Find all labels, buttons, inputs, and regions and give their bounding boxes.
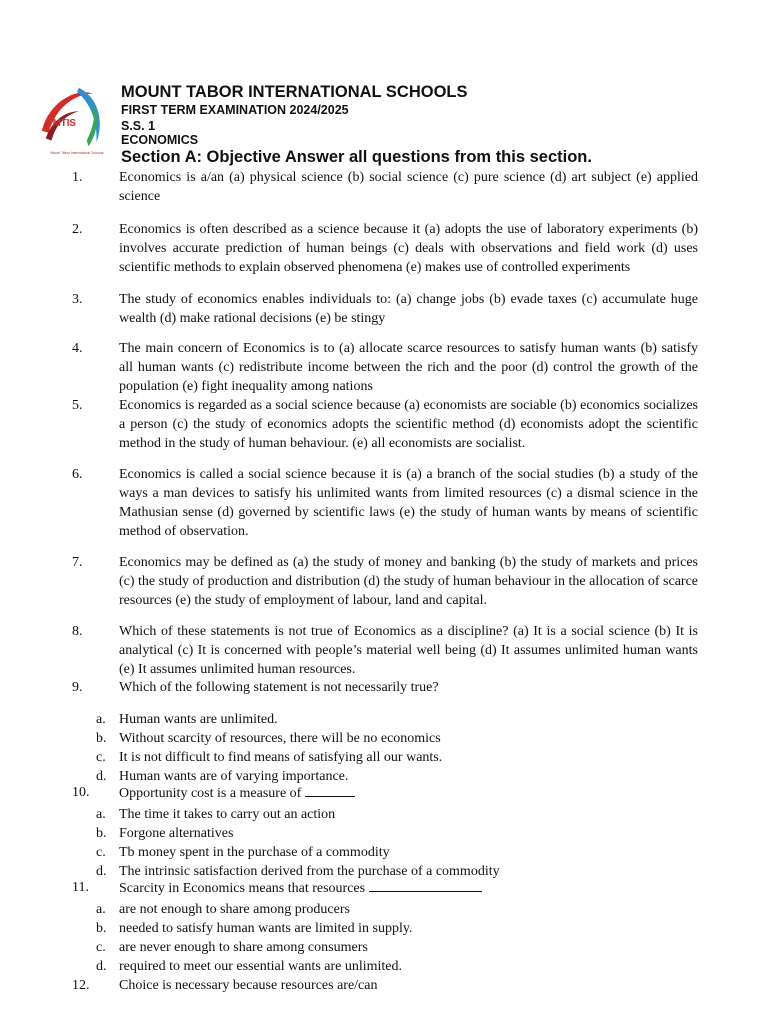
- answer-blank: [305, 783, 355, 797]
- option-letter: b.: [96, 826, 107, 841]
- option-text: are never enough to share among consumers: [119, 940, 368, 955]
- subject-label: ECONOMICS: [121, 133, 199, 147]
- option-letter: d.: [96, 959, 107, 974]
- question-number: 4.: [72, 341, 83, 356]
- class-label: S.S. 1: [121, 119, 156, 133]
- question-number: 7.: [72, 555, 83, 570]
- option-letter: c.: [96, 845, 106, 860]
- question-number: 6.: [72, 467, 83, 482]
- question-text: Scarcity in Economics means that resources: [119, 881, 366, 896]
- option-text: Human wants are unlimited.: [119, 712, 278, 727]
- question-text: Opportunity cost is a measure of: [119, 786, 302, 801]
- question-number: 1.: [72, 170, 83, 185]
- option-text: The intrinsic satisfaction derived from the purchase of a commodity: [119, 864, 500, 879]
- option-letter: c.: [96, 750, 106, 765]
- question-text: Economics is a/an (a) physical science (b) social science (c) pure science (d) art subject (e) applied science: [119, 170, 698, 204]
- option-text: Human wants are of varying importance.: [119, 769, 349, 784]
- question-text: Which of these statements is not true of Economics as a discipline? (a) It is a social science (b) It is analytical (c) It is concerned with people’s material well being (d) It assumes unlimited human wants (e) It assumes unlimited human resources.: [119, 624, 698, 677]
- option-letter: a.: [96, 807, 106, 822]
- option-letter: a.: [96, 712, 106, 727]
- question-text: The study of economics enables individuals to: (a) change jobs (b) evade taxes (c) accumulate huge wealth (d) make rational decisions (e) be stingy: [119, 292, 698, 326]
- option-letter: a.: [96, 902, 106, 917]
- logo-text: MTIS: [52, 117, 76, 129]
- option-letter: d.: [96, 769, 107, 784]
- question-number: 11.: [72, 880, 89, 895]
- option-text: Forgone alternatives: [119, 826, 234, 841]
- question-number: 8.: [72, 624, 83, 639]
- question-text: The main concern of Economics is to (a) allocate scarce resources to satisfy human wants (b) satisfy all human wants (c) redistribute income between the rich and the poor (d) control the growth of the population (e) fight inequality among nations: [119, 341, 698, 394]
- option-letter: b.: [96, 731, 107, 746]
- question-number: 3.: [72, 292, 83, 307]
- question-text: Economics may be defined as (a) the study of money and banking (b) the study of markets and prices (c) the study of production and distribution (d) the study of human behaviour in the allocation of scarce resources (e) the study of employment of labour, land and capital.: [119, 555, 698, 608]
- question-number: 9.: [72, 680, 83, 695]
- option-text: The time it takes to carry out an action: [119, 807, 336, 822]
- option-text: Tb money spent in the purchase of a commodity: [119, 845, 390, 860]
- question-text: Which of the following statement is not necessarily true?: [119, 680, 439, 695]
- question-text: Economics is often described as a science because it (a) adopts the use of laboratory experiments (b) involves accurate prediction of human beings (c) deals with observations and field work (d) uses scientific methods to explain observed phenomena (e) makes use of controlled experiments: [119, 222, 698, 275]
- option-letter: d.: [96, 864, 107, 879]
- answer-blank: [369, 878, 482, 892]
- section-heading: Section A: Objective Answer all questions from this section.: [121, 148, 592, 166]
- question-text: Economics is regarded as a social science because (a) economists are sociable (b) economics socializes a person (c) the study of economics adopts the scientific method (d) economists adopt the scientific method in the study of human behaviour. (e) all economists are socialist.: [119, 398, 698, 451]
- option-letter: c.: [96, 940, 106, 955]
- exam-title: FIRST TERM EXAMINATION 2024/2025: [121, 103, 349, 117]
- option-text: It is not difficult to find means of satisfying all our wants.: [119, 750, 443, 765]
- option-letter: b.: [96, 921, 107, 936]
- question-number: 2.: [72, 222, 83, 237]
- question-text: Choice is necessary because resources are/can: [119, 978, 378, 993]
- logo-caption: Mount Tabor International Schools: [50, 151, 104, 155]
- option-text: required to meet our essential wants are unlimited.: [119, 959, 403, 974]
- question-text: Economics is called a social science because it is (a) a branch of the social studies (b) a study of the ways a man devices to satisfy his unlimited wants from limited resources (c) a dismal science in the Mathusian sense (d) governed by scientific laws (e) the study of human wants by means of scientific method of observation.: [119, 467, 698, 539]
- option-text: are not enough to share among producers: [119, 902, 350, 917]
- option-text: needed to satisfy human wants are limited in supply.: [119, 921, 413, 936]
- school-logo: [36, 82, 114, 160]
- question-number: 5.: [72, 398, 83, 413]
- option-text: Without scarcity of resources, there will be no economics: [119, 731, 441, 746]
- question-number: 12.: [72, 978, 90, 993]
- question-number: 10.: [72, 785, 90, 800]
- school-name: MOUNT TABOR INTERNATIONAL SCHOOLS: [121, 83, 468, 101]
